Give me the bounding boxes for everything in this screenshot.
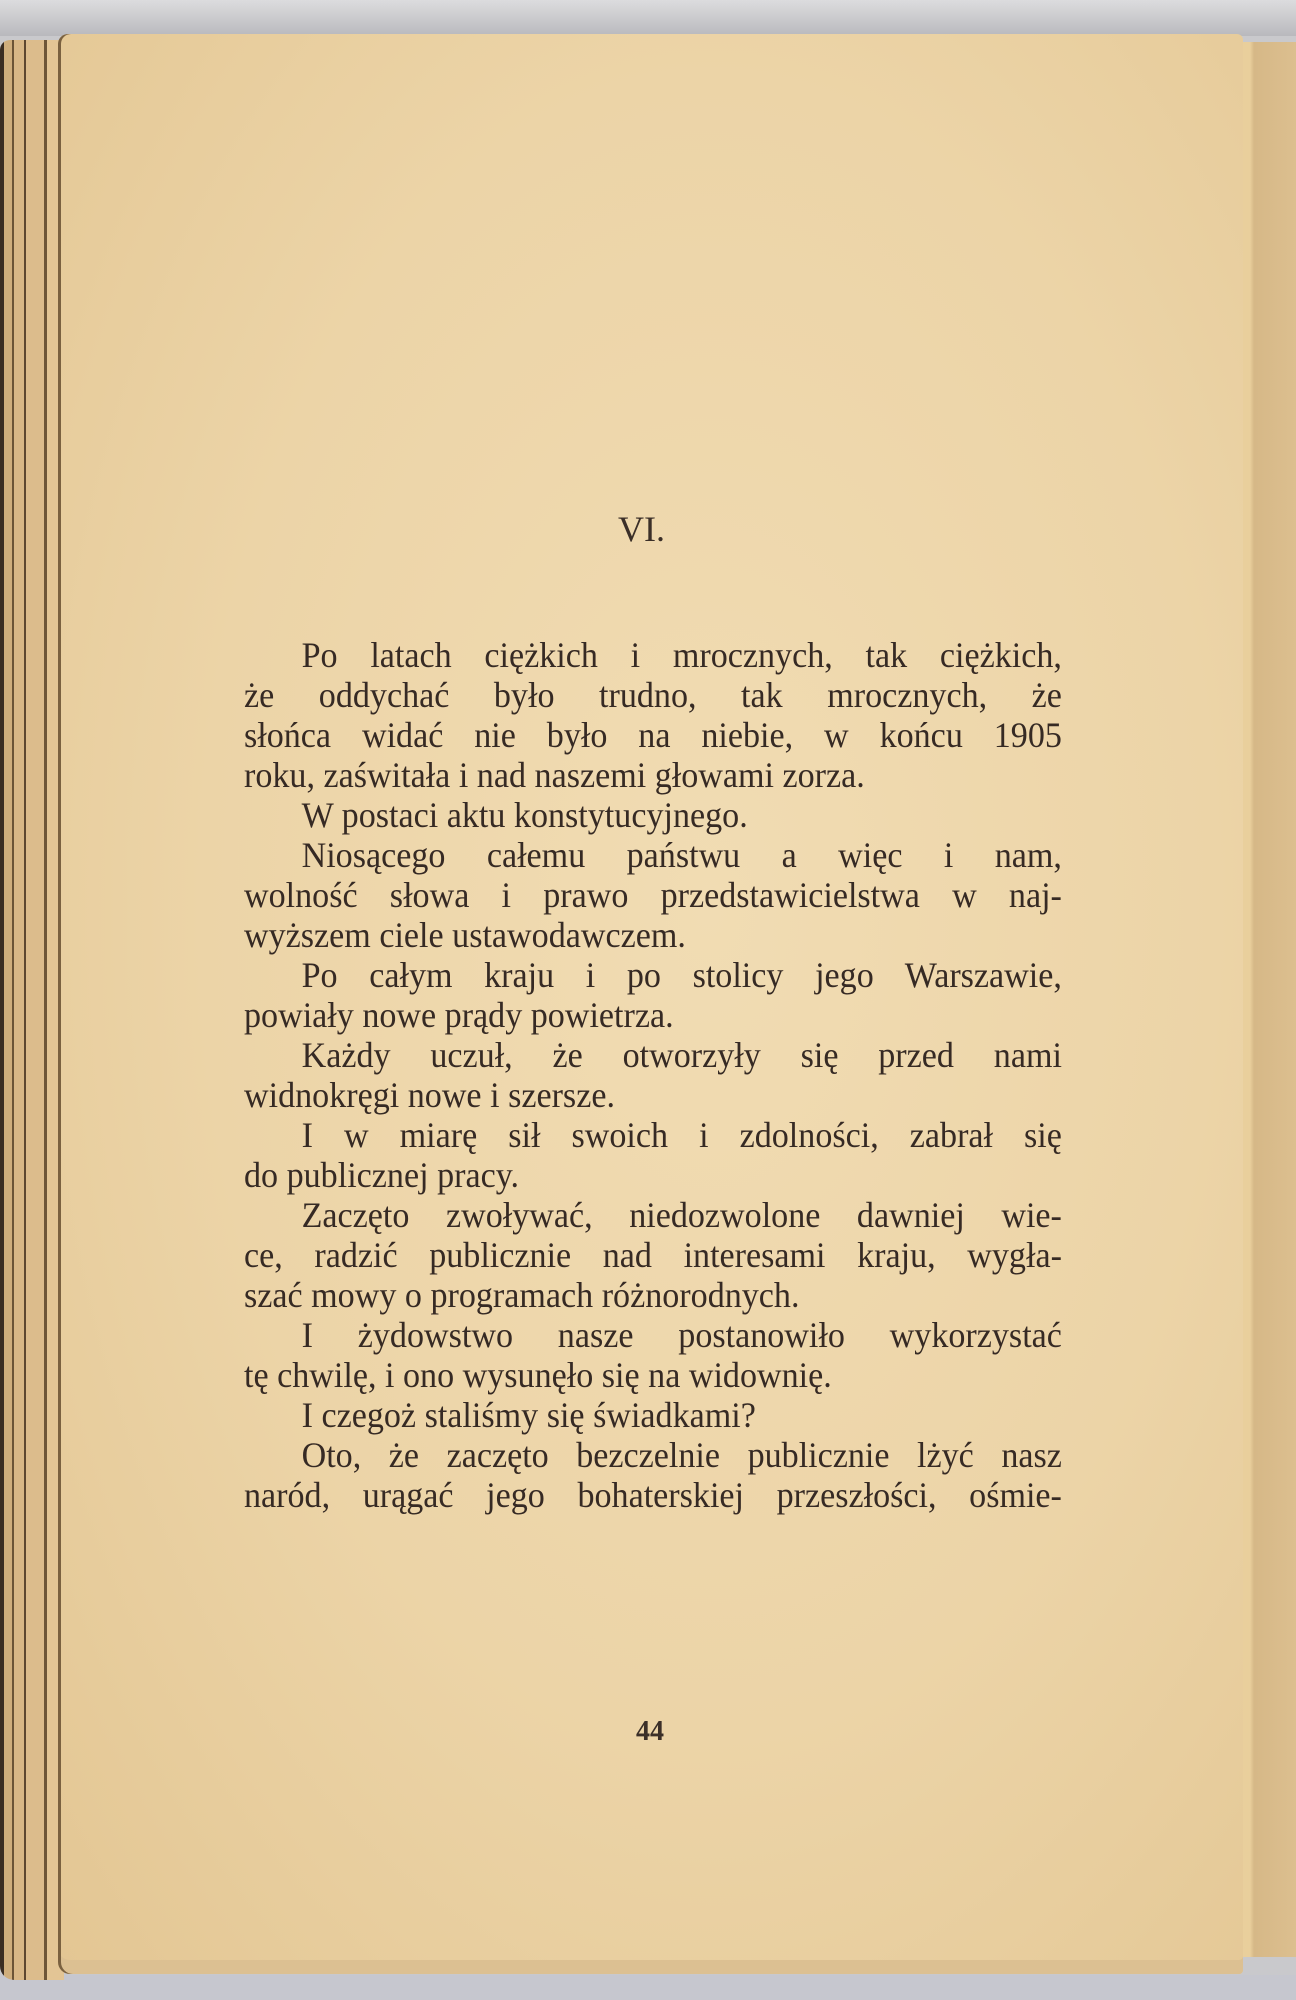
page-number: 44 xyxy=(636,1716,664,1747)
text-line: Każdy uczuł, że otworzyły się przed nami xyxy=(301,1035,1062,1075)
text-line: roku, zaświtała i nad naszemi głowami zorza. xyxy=(244,755,865,795)
text-line: szać mowy o programach różnorodnych. xyxy=(244,1275,800,1315)
text-line: słońca widać nie było na niebie, w końcu 1905 xyxy=(244,715,1062,755)
text-line: Po całym kraju i po stolicy jego Warszawie, xyxy=(301,955,1062,995)
text-line: W postaci aktu konstytucyjnego. xyxy=(301,795,748,835)
text-line: Zaczęto zwoływać, niedozwolone dawniej wie- xyxy=(301,1195,1062,1235)
text-line: wolność słowa i prawo przedstawicielstwa w naj- xyxy=(244,875,1062,915)
text-line: I czegoż staliśmy się świadkami? xyxy=(301,1395,756,1435)
text-line: Oto, że zaczęto bezczelnie publicznie lżyć nasz xyxy=(301,1435,1062,1475)
scan-background-top xyxy=(0,0,1296,36)
text-line: widnokręgi nowe i szersze. xyxy=(244,1075,615,1115)
text-line: że oddychać było trudno, tak mrocznych, że xyxy=(244,675,1062,715)
text-line: Po latach ciężkich i mrocznych, tak ciężkich, xyxy=(301,635,1062,675)
book-page-edges-left xyxy=(0,40,64,1980)
chapter-heading: VI. xyxy=(618,509,665,549)
text-line: I żydowstwo nasze postanowiło wykorzystać xyxy=(301,1315,1062,1355)
text-line: do publicznej pracy. xyxy=(244,1155,520,1195)
scan-background-bottom xyxy=(0,1975,1296,2000)
body-text xyxy=(244,635,1062,1515)
text-line: powiały nowe prądy powietrza. xyxy=(244,995,674,1035)
text-line: tę chwilę, i ono wysunęło się na widownię. xyxy=(244,1355,832,1395)
text-line: ce, radzić publicznie nad interesami kraju, wygła- xyxy=(244,1235,1062,1275)
text-line: Niosącego całemu państwu a więc i nam, xyxy=(301,835,1062,875)
text-line: naród, urągać jego bohaterskiej przeszłości, ośmie- xyxy=(244,1475,1062,1515)
text-line: wyższem ciele ustawodawczem. xyxy=(244,915,686,955)
book-page-edge-right xyxy=(1240,42,1296,1957)
text-line: I w miarę sił swoich i zdolności, zabrał się xyxy=(301,1115,1062,1155)
